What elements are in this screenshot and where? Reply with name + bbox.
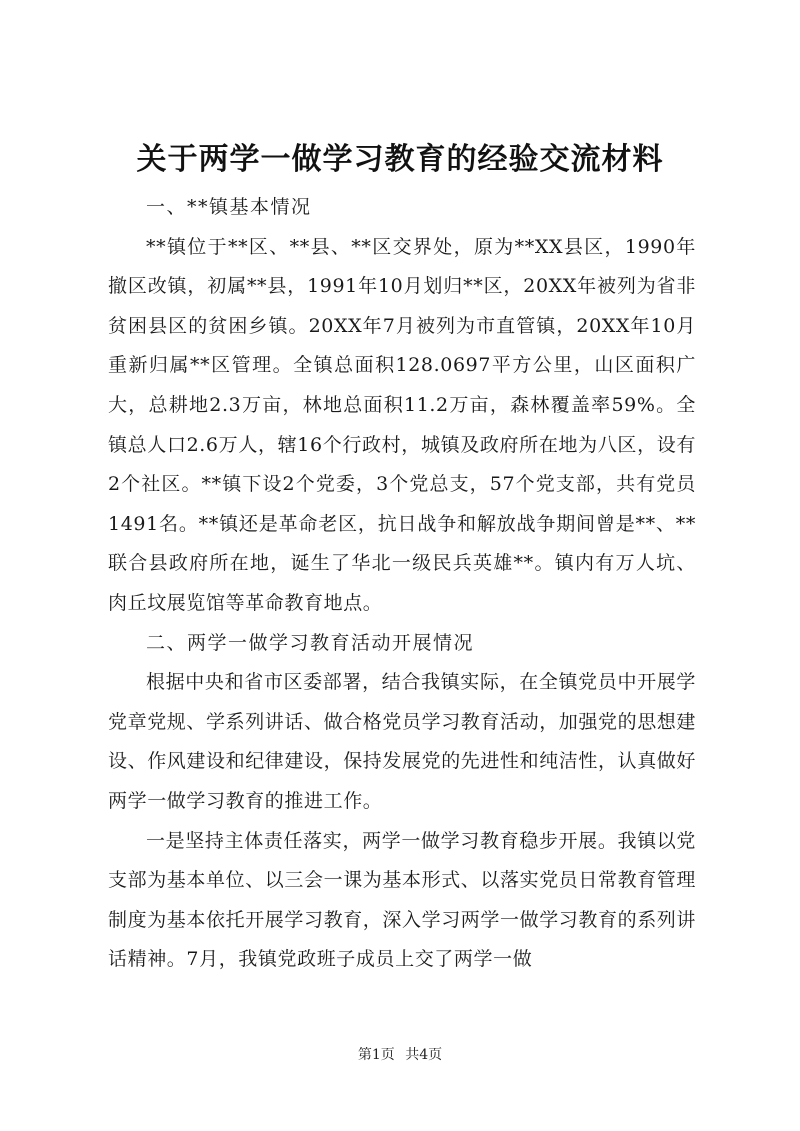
section-heading-basic-info: 一、**镇基本情况 <box>146 196 312 218</box>
page-footer <box>0 1045 800 1065</box>
paragraph-responsibility: 一是坚持主体责任落实，两学一做学习教育稳步开展。我镇以党支部为基本单位、以三会一课为基本形式、以落实党员日常教育管理制度为基本依托开展学习教育，深入学习两学一做学习教育的系列讲话精神。7月，我镇党政班子成员上交了两学一做 <box>108 829 697 971</box>
paragraph-town-overview: **镇位于**区、**县、**区交界处，原为**XX县区，1990年撤区改镇，初属**县，1991年10月划归**区，20XX年被列为省非贫困县区的贫困乡镇。20XX年7月被列为市直管镇，20XX年10月重新归属**区管理。全镇总面积128.0697平方公里，山区面积广大，总耕地2.3万亩，林地总面积11.2万亩，森林覆盖率59%。全镇总人口2.6万人，辖16个行政村，城镇及政府所在地为八区，设有2个社区。**镇下设2个党委，3个党总支，57个党支部，共有党员1491名。**镇还是革命老区，抗日战争和解放战争期间曾是**、**联合县政府所在地，诞生了华北一级民兵英雄**。镇内有万人坑、肉丘坟展览馆等革命教育地点。 <box>108 235 696 614</box>
paragraph-deployment: 根据中央和省市区委部署，结合我镇实际，在全镇党员中开展学党章党规、学系列讲话、做合格党员学习教育活动，加强党的思想建设、作风建设和纪律建设，保持发展党的先进性和纯洁性，认真做好两学一做学习教育的推进工作。 <box>108 671 697 812</box>
document-body <box>108 188 696 980</box>
document-title: 关于两学一做学习教育的经验交流材料 <box>136 142 664 177</box>
page-total: 共4页 <box>405 1047 443 1063</box>
page-number: 第1页 <box>357 1047 395 1063</box>
section-heading-activities: 二、两学一做学习教育活动开展情况 <box>146 631 475 654</box>
